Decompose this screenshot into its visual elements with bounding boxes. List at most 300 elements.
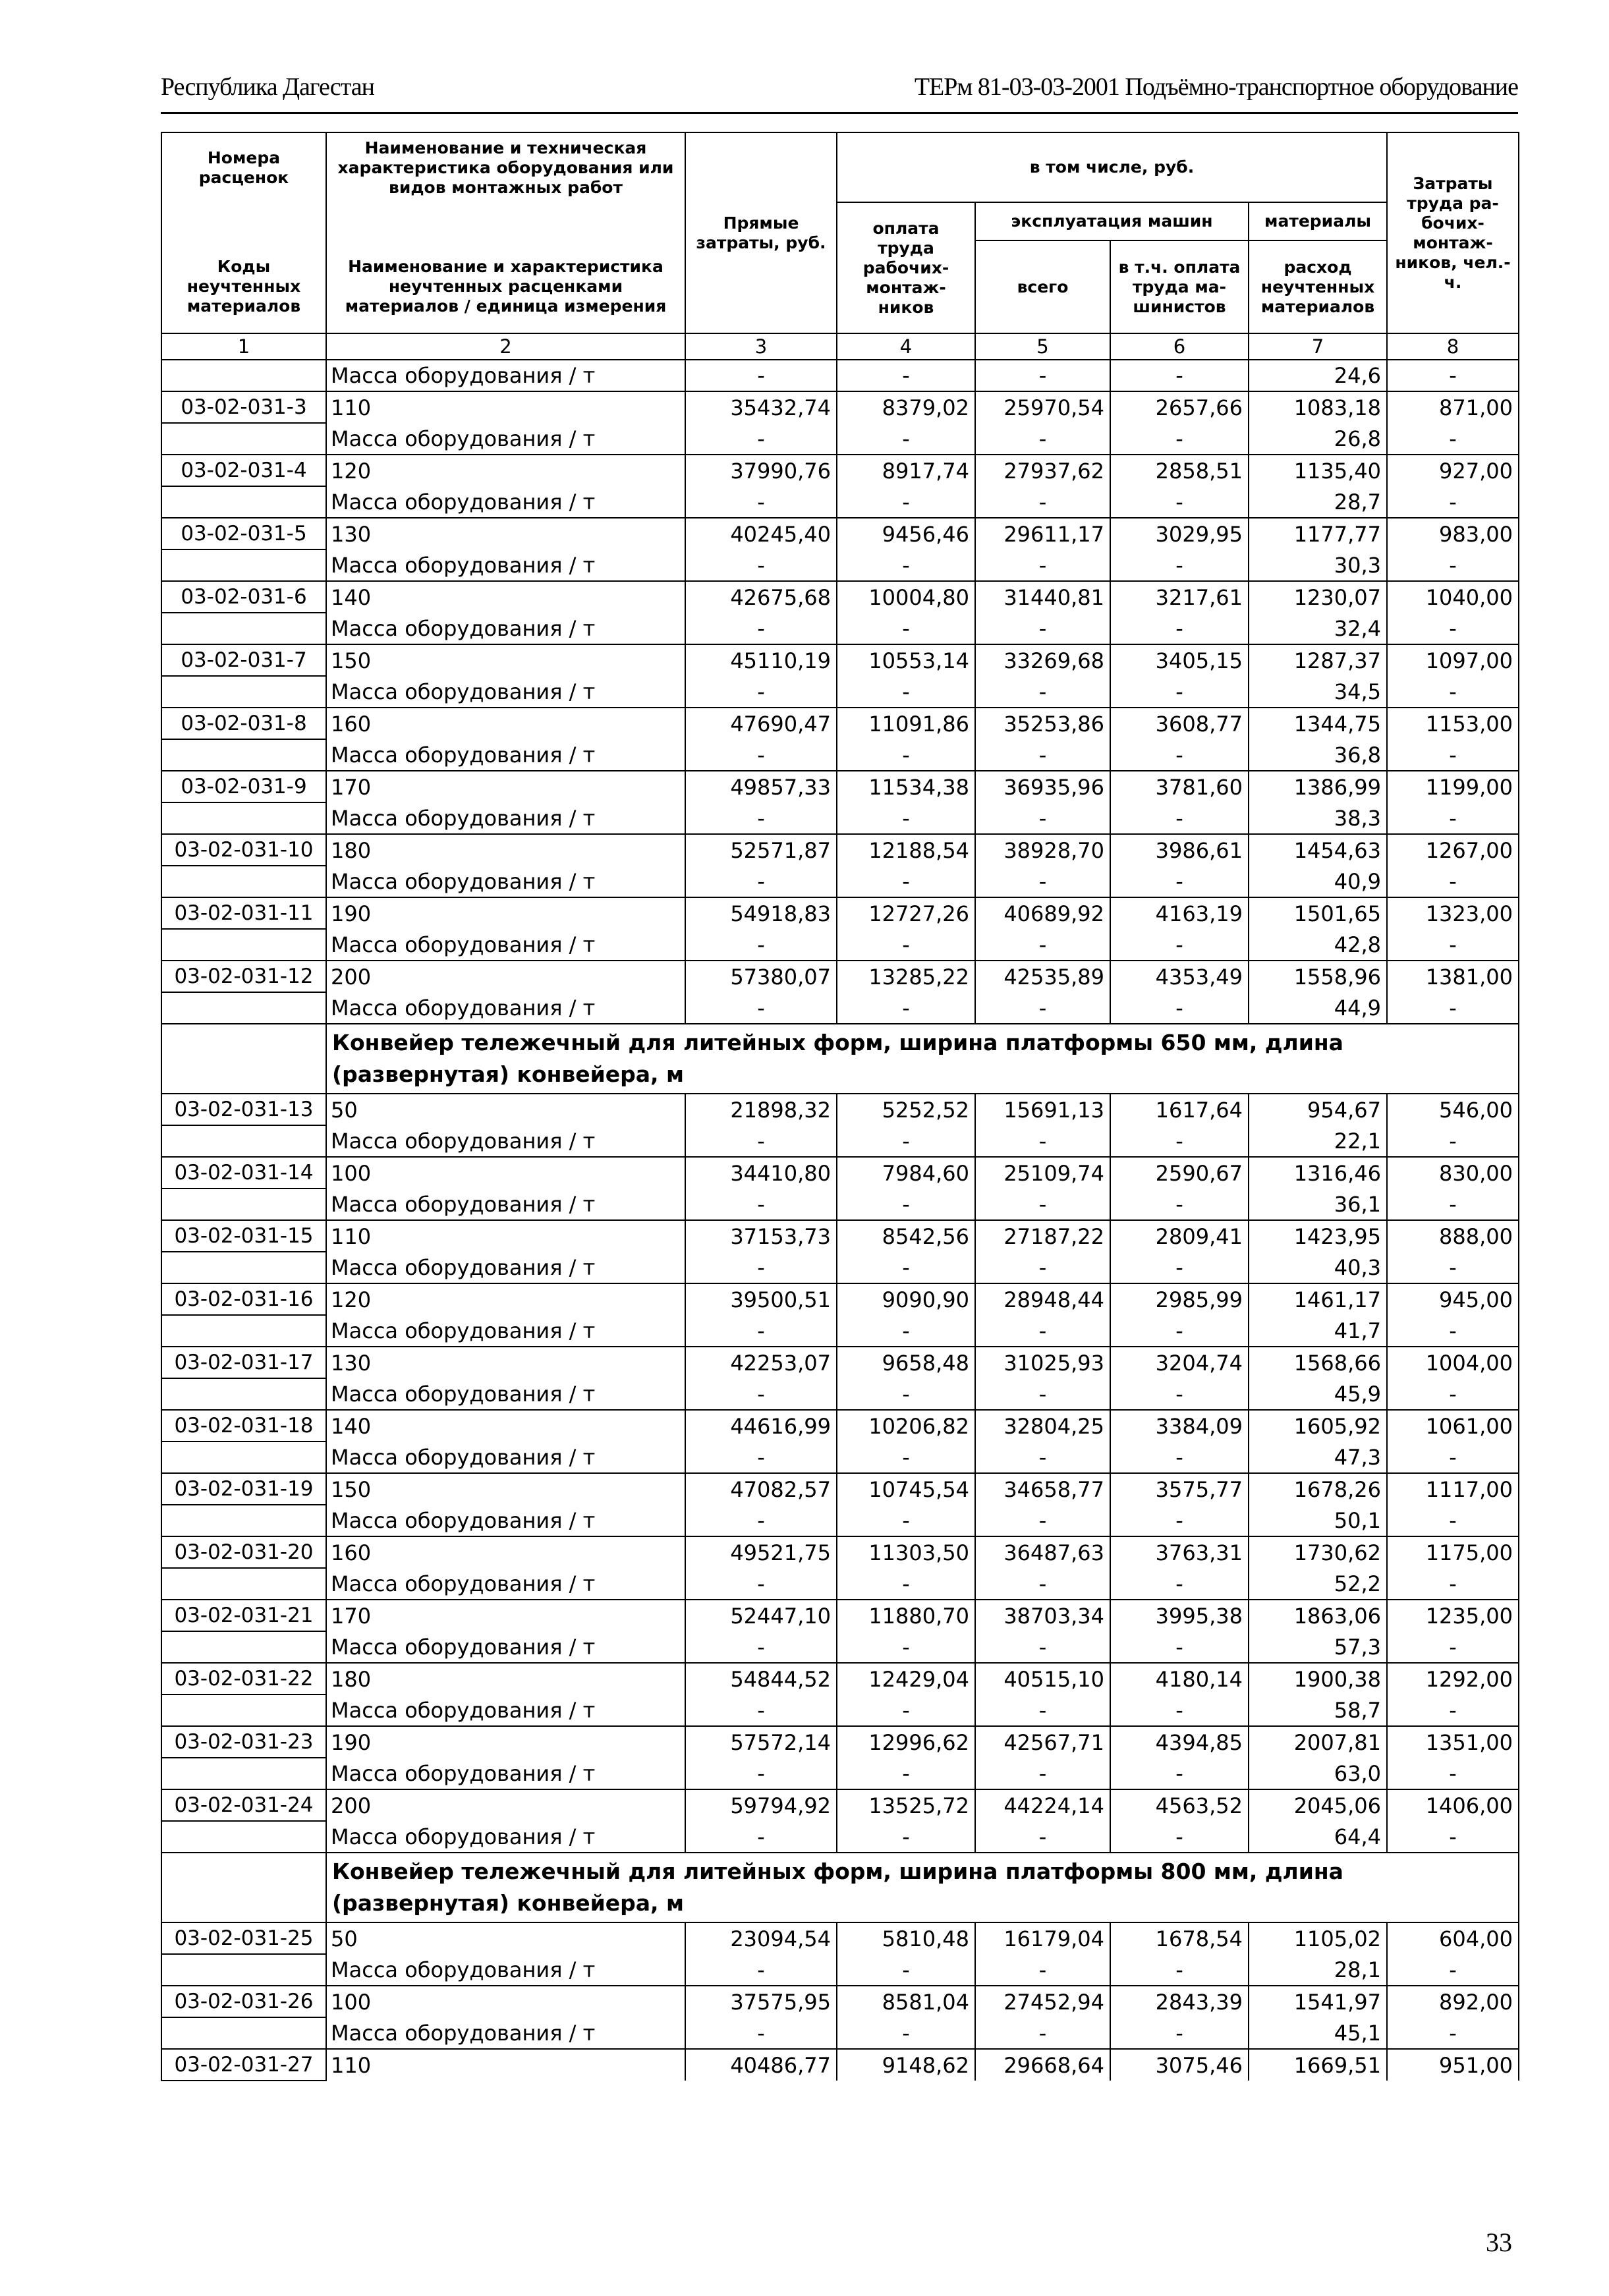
rate-parameter: 120 — [326, 455, 685, 486]
dash-cell: - — [975, 1189, 1110, 1220]
mass-label: Масса оборудования / т — [326, 360, 685, 391]
value-c3: 47082,57 — [685, 1473, 837, 1505]
value-c5: 31440,81 — [975, 581, 1110, 613]
mass-row — [161, 1631, 1519, 1663]
value-c7: 1863,06 — [1249, 1600, 1387, 1631]
value-c5: 15691,13 — [975, 1094, 1110, 1125]
mass-label: Масса оборудования / т — [326, 1821, 685, 1853]
dash-cell: - — [1387, 1694, 1519, 1726]
mass-label: Масса оборудования / т — [326, 613, 685, 644]
mass-label: Масса оборудования / т — [326, 549, 685, 581]
dash-cell: - — [837, 1821, 975, 1853]
value-c3: 57380,07 — [685, 961, 837, 992]
value-c3: 21898,32 — [685, 1094, 837, 1125]
dash-cell: - — [685, 929, 837, 961]
value-c7: 1900,38 — [1249, 1663, 1387, 1694]
mass-row — [161, 1125, 1519, 1157]
rate-code: 03-02-031-4 — [161, 455, 326, 486]
value-c7: 1344,75 — [1249, 708, 1387, 739]
dash-cell: - — [1387, 1442, 1519, 1473]
value-c5: 27452,94 — [975, 1986, 1110, 2017]
value-c8: 1040,00 — [1387, 581, 1519, 613]
value-c4: 10004,80 — [837, 581, 975, 613]
rate-parameter: 130 — [326, 518, 685, 549]
mass-value: 45,1 — [1249, 2017, 1387, 2049]
rate-row — [161, 455, 1519, 486]
dash-cell: - — [685, 1758, 837, 1789]
mass-value: 45,9 — [1249, 1378, 1387, 1410]
dash-cell: - — [1110, 1694, 1249, 1726]
dash-cell: - — [837, 1954, 975, 1986]
mass-label: Масса оборудования / т — [326, 676, 685, 708]
dash-cell: - — [837, 866, 975, 897]
rate-code: 03-02-031-6 — [161, 581, 326, 613]
value-c8: 1351,00 — [1387, 1726, 1519, 1758]
value-c7: 1541,97 — [1249, 1986, 1387, 2017]
value-c8: 604,00 — [1387, 1922, 1519, 1954]
rate-code: 03-02-031-25 — [161, 1922, 326, 1954]
value-c5: 31025,93 — [975, 1347, 1110, 1378]
value-c6: 3608,77 — [1110, 708, 1249, 739]
dash-cell: - — [1110, 1505, 1249, 1536]
material-code-cell — [161, 866, 326, 897]
rate-code: 03-02-031-11 — [161, 897, 326, 929]
rate-row — [161, 1726, 1519, 1758]
value-c3: 47690,47 — [685, 708, 837, 739]
mass-row — [161, 423, 1519, 455]
value-c8: 830,00 — [1387, 1157, 1519, 1189]
value-c5: 16179,04 — [975, 1922, 1110, 1954]
section-code-cell — [161, 1853, 326, 1922]
value-c3: 45110,19 — [685, 644, 837, 676]
dash-cell: - — [685, 1631, 837, 1663]
value-c5: 28948,44 — [975, 1283, 1110, 1315]
rate-parameter: 100 — [326, 1157, 685, 1189]
rate-row — [161, 708, 1519, 739]
mass-row — [161, 1252, 1519, 1283]
rate-parameter: 190 — [326, 1726, 685, 1758]
value-c7: 954,67 — [1249, 1094, 1387, 1125]
value-c6: 3075,46 — [1110, 2049, 1249, 2081]
value-c3: 42253,07 — [685, 1347, 837, 1378]
mass-row — [161, 992, 1519, 1024]
material-code-cell — [161, 1315, 326, 1347]
value-c7: 1605,92 — [1249, 1410, 1387, 1442]
rate-parameter: 50 — [326, 1094, 685, 1125]
dash-cell: - — [1110, 1631, 1249, 1663]
value-c6: 3995,38 — [1110, 1600, 1249, 1631]
mass-value: 28,7 — [1249, 486, 1387, 518]
dash-cell: - — [1387, 486, 1519, 518]
value-c3: 37990,76 — [685, 455, 837, 486]
value-c7: 1230,07 — [1249, 581, 1387, 613]
rate-row — [161, 1410, 1519, 1442]
page-number: 33 — [1486, 2227, 1512, 2257]
value-c6: 2590,67 — [1110, 1157, 1249, 1189]
dash-cell: - — [1110, 613, 1249, 644]
rate-row — [161, 1986, 1519, 2017]
value-c6: 3781,60 — [1110, 771, 1249, 802]
material-code-cell — [161, 1505, 326, 1536]
mass-row — [161, 1758, 1519, 1789]
col-material-usage-header: расход неучтенных материалов — [1249, 240, 1387, 333]
value-c8: 983,00 — [1387, 518, 1519, 549]
rate-parameter: 160 — [326, 708, 685, 739]
value-c7: 1386,99 — [1249, 771, 1387, 802]
value-c6: 4353,49 — [1110, 961, 1249, 992]
dash-cell: - — [1110, 1125, 1249, 1157]
value-c5: 27937,62 — [975, 455, 1110, 486]
rate-code: 03-02-031-7 — [161, 644, 326, 676]
value-c7: 1287,37 — [1249, 644, 1387, 676]
mass-value: 40,3 — [1249, 1252, 1387, 1283]
value-c5: 25970,54 — [975, 391, 1110, 423]
dash-cell: - — [975, 1758, 1110, 1789]
rate-row — [161, 1600, 1519, 1631]
value-c3: 44616,99 — [685, 1410, 837, 1442]
dash-cell: - — [837, 929, 975, 961]
dash-cell: - — [1110, 1315, 1249, 1347]
value-c4: 12727,26 — [837, 897, 975, 929]
mass-value: 52,2 — [1249, 1568, 1387, 1600]
value-c8: 1117,00 — [1387, 1473, 1519, 1505]
rate-row — [161, 1347, 1519, 1378]
value-c3: 39500,51 — [685, 1283, 837, 1315]
rate-parameter: 180 — [326, 1663, 685, 1694]
mass-row — [161, 1505, 1519, 1536]
dash-cell: - — [1110, 1378, 1249, 1410]
dash-cell: - — [975, 423, 1110, 455]
value-c5: 36487,63 — [975, 1536, 1110, 1568]
mass-row — [161, 929, 1519, 961]
dash-cell: - — [837, 1758, 975, 1789]
mass-row — [161, 802, 1519, 834]
dash-cell: - — [1110, 802, 1249, 834]
mass-label: Масса оборудования / т — [326, 1125, 685, 1157]
value-c8: 1153,00 — [1387, 708, 1519, 739]
dash-cell: - — [975, 1315, 1110, 1347]
region-title: Республика Дагестан — [161, 73, 374, 101]
mass-value: 50,1 — [1249, 1505, 1387, 1536]
value-c8: 1323,00 — [1387, 897, 1519, 929]
mass-value: 41,7 — [1249, 1315, 1387, 1347]
dash-cell: - — [685, 1442, 837, 1473]
dash-cell: - — [685, 1694, 837, 1726]
materials-header: материалы — [1249, 202, 1387, 240]
value-c7: 1730,62 — [1249, 1536, 1387, 1568]
value-c6: 4563,52 — [1110, 1789, 1249, 1821]
rate-code: 03-02-031-14 — [161, 1157, 326, 1189]
value-c5: 27187,22 — [975, 1220, 1110, 1252]
value-c8: 892,00 — [1387, 1986, 1519, 2017]
dash-cell: - — [1110, 1821, 1249, 1853]
dash-cell: - — [837, 423, 975, 455]
mass-row — [161, 360, 1519, 391]
section-title: Конвейер тележечный для литейных форм, ширина платформы 800 мм, длина (развернутая) конвейера, м — [326, 1853, 1519, 1922]
dash-cell: - — [685, 739, 837, 771]
value-c6: 2843,39 — [1110, 1986, 1249, 2017]
value-c4: 10553,14 — [837, 644, 975, 676]
table-header — [161, 132, 1519, 360]
dash-cell: - — [975, 1505, 1110, 1536]
dash-cell: - — [1387, 1315, 1519, 1347]
dash-cell: - — [685, 1189, 837, 1220]
value-c5: 42535,89 — [975, 961, 1110, 992]
value-c5: 33269,68 — [975, 644, 1110, 676]
rate-code: 03-02-031-13 — [161, 1094, 326, 1125]
rate-code: 03-02-031-9 — [161, 771, 326, 802]
dash-cell: - — [1387, 992, 1519, 1024]
value-c5: 35253,86 — [975, 708, 1110, 739]
rate-code: 03-02-031-10 — [161, 834, 326, 866]
dash-cell: - — [975, 1568, 1110, 1600]
value-c4: 12996,62 — [837, 1726, 975, 1758]
rate-parameter: 200 — [326, 1789, 685, 1821]
rate-code: 03-02-031-21 — [161, 1600, 326, 1631]
dash-cell: - — [837, 992, 975, 1024]
dash-cell: - — [1387, 1252, 1519, 1283]
dash-cell: - — [1387, 360, 1519, 391]
mass-row — [161, 2017, 1519, 2049]
value-c4: 8542,56 — [837, 1220, 975, 1252]
value-c8: 951,00 — [1387, 2049, 1519, 2081]
dash-cell: - — [685, 423, 837, 455]
mass-value: 32,4 — [1249, 613, 1387, 644]
value-c3: 59794,92 — [685, 1789, 837, 1821]
material-code-cell — [161, 802, 326, 834]
mass-value: 63,0 — [1249, 1758, 1387, 1789]
dash-cell: - — [837, 739, 975, 771]
value-c4: 9456,46 — [837, 518, 975, 549]
rate-parameter: 190 — [326, 897, 685, 929]
value-c5: 25109,74 — [975, 1157, 1110, 1189]
rate-code: 03-02-031-22 — [161, 1663, 326, 1694]
rate-parameter: 140 — [326, 581, 685, 613]
rate-code: 03-02-031-8 — [161, 708, 326, 739]
value-c5: 29668,64 — [975, 2049, 1110, 2081]
material-code-cell — [161, 1631, 326, 1663]
value-c4: 8379,02 — [837, 391, 975, 423]
mass-row — [161, 739, 1519, 771]
mass-row — [161, 1315, 1519, 1347]
rate-code: 03-02-031-3 — [161, 391, 326, 423]
dash-cell: - — [837, 1442, 975, 1473]
value-c6: 2657,66 — [1110, 391, 1249, 423]
rate-row — [161, 1283, 1519, 1315]
dash-cell: - — [1387, 1189, 1519, 1220]
mass-label: Масса оборудования / т — [326, 1252, 685, 1283]
dash-cell: - — [837, 486, 975, 518]
dash-cell: - — [1387, 2017, 1519, 2049]
rate-parameter: 140 — [326, 1410, 685, 1442]
value-c6: 1617,64 — [1110, 1094, 1249, 1125]
rate-parameter: 170 — [326, 1600, 685, 1631]
dash-cell: - — [975, 1252, 1110, 1283]
value-c8: 1097,00 — [1387, 644, 1519, 676]
rate-row — [161, 1789, 1519, 1821]
value-c8: 927,00 — [1387, 455, 1519, 486]
rate-row — [161, 581, 1519, 613]
value-c4: 12188,54 — [837, 834, 975, 866]
col-number: 8 — [1387, 333, 1519, 360]
value-c4: 8581,04 — [837, 1986, 975, 2017]
dash-cell: - — [837, 1125, 975, 1157]
rate-row — [161, 1922, 1519, 1954]
col-machines-total-header: всего — [975, 240, 1110, 333]
dash-cell: - — [1387, 1568, 1519, 1600]
value-c5: 34658,77 — [975, 1473, 1110, 1505]
rate-parameter: 110 — [326, 2049, 685, 2081]
material-code-cell — [161, 1568, 326, 1600]
section-code-cell — [161, 1024, 326, 1094]
value-c3: 37153,73 — [685, 1220, 837, 1252]
dash-cell: - — [837, 1378, 975, 1410]
dash-cell: - — [975, 360, 1110, 391]
dash-cell: - — [1110, 1252, 1249, 1283]
material-code-cell — [161, 1378, 326, 1410]
value-c5: 38928,70 — [975, 834, 1110, 866]
material-code-cell — [161, 992, 326, 1024]
mass-row — [161, 1442, 1519, 1473]
dash-cell: - — [975, 1378, 1110, 1410]
mass-row — [161, 486, 1519, 518]
mass-value: 34,5 — [1249, 676, 1387, 708]
value-c7: 1316,46 — [1249, 1157, 1387, 1189]
value-c8: 1199,00 — [1387, 771, 1519, 802]
value-c4: 12429,04 — [837, 1663, 975, 1694]
dash-cell: - — [685, 1315, 837, 1347]
dash-cell: - — [975, 549, 1110, 581]
value-c3: 49521,75 — [685, 1536, 837, 1568]
dash-cell: - — [975, 1954, 1110, 1986]
mass-label: Масса оборудования / т — [326, 486, 685, 518]
col-direct-costs-header: Прямые затраты, руб. — [685, 132, 837, 333]
dash-cell: - — [1110, 486, 1249, 518]
dash-cell: - — [975, 739, 1110, 771]
dash-cell: - — [1387, 1954, 1519, 1986]
mass-value: 24,6 — [1249, 360, 1387, 391]
rates-table — [161, 132, 1519, 2081]
mass-value: 42,8 — [1249, 929, 1387, 961]
dash-cell: - — [1110, 549, 1249, 581]
col-material-codes-header: Коды неучтенных материалов — [161, 240, 326, 333]
dash-cell: - — [685, 1252, 837, 1283]
value-c4: 13285,22 — [837, 961, 975, 992]
rate-row — [161, 1094, 1519, 1125]
mass-value: 36,8 — [1249, 739, 1387, 771]
mass-label: Масса оборудования / т — [326, 2017, 685, 2049]
value-c4: 9658,48 — [837, 1347, 975, 1378]
value-c4: 7984,60 — [837, 1157, 975, 1189]
value-c5: 29611,17 — [975, 518, 1110, 549]
mass-label: Масса оборудования / т — [326, 802, 685, 834]
col-work-name-header: Наименование и техническая характеристика оборудования или видов монтажных работ — [326, 132, 685, 202]
value-c6: 3029,95 — [1110, 518, 1249, 549]
dash-cell: - — [975, 2017, 1110, 2049]
dash-cell: - — [1110, 676, 1249, 708]
rate-row — [161, 961, 1519, 992]
value-c5: 42567,71 — [975, 1726, 1110, 1758]
value-c6: 1678,54 — [1110, 1922, 1249, 1954]
rate-parameter: 50 — [326, 1922, 685, 1954]
value-c7: 1083,18 — [1249, 391, 1387, 423]
value-c6: 2985,99 — [1110, 1283, 1249, 1315]
mass-label: Масса оборудования / т — [326, 1378, 685, 1410]
dash-cell: - — [1110, 739, 1249, 771]
rate-row — [161, 1220, 1519, 1252]
value-c7: 1105,02 — [1249, 1922, 1387, 1954]
mass-row — [161, 613, 1519, 644]
value-c5: 32804,25 — [975, 1410, 1110, 1442]
dash-cell: - — [1387, 1758, 1519, 1789]
dash-cell: - — [837, 1252, 975, 1283]
dash-cell: - — [837, 1694, 975, 1726]
col-number: 3 — [685, 333, 837, 360]
value-c5: 40689,92 — [975, 897, 1110, 929]
mass-row — [161, 549, 1519, 581]
dash-cell: - — [1387, 1821, 1519, 1853]
value-c4: 11534,38 — [837, 771, 975, 802]
value-c6: 4394,85 — [1110, 1726, 1249, 1758]
value-c5: 36935,96 — [975, 771, 1110, 802]
mass-value: 26,8 — [1249, 423, 1387, 455]
dash-cell: - — [1387, 613, 1519, 644]
value-c6: 3986,61 — [1110, 834, 1249, 866]
rate-parameter: 200 — [326, 961, 685, 992]
dash-cell: - — [1387, 1631, 1519, 1663]
col-worker-pay-header: оплата труда рабочих-монтаж-ников — [837, 202, 975, 333]
mass-label: Масса оборудования / т — [326, 1954, 685, 1986]
value-c4: 11880,70 — [837, 1600, 975, 1631]
dash-cell: - — [685, 802, 837, 834]
machines-header: эксплуатация машин — [975, 202, 1249, 240]
dash-cell: - — [685, 549, 837, 581]
dash-cell: - — [837, 2017, 975, 2049]
mass-row — [161, 866, 1519, 897]
value-c6: 3763,31 — [1110, 1536, 1249, 1568]
dash-cell: - — [685, 1125, 837, 1157]
rate-row — [161, 391, 1519, 423]
rate-code: 03-02-031-17 — [161, 1347, 326, 1378]
value-c8: 1004,00 — [1387, 1347, 1519, 1378]
value-c6: 3575,77 — [1110, 1473, 1249, 1505]
value-c3: 40486,77 — [685, 2049, 837, 2081]
value-c4: 5252,52 — [837, 1094, 975, 1125]
dash-cell: - — [1110, 866, 1249, 897]
dash-cell: - — [975, 1821, 1110, 1853]
mass-value: 36,1 — [1249, 1189, 1387, 1220]
rate-row — [161, 1536, 1519, 1568]
value-c5: 44224,14 — [975, 1789, 1110, 1821]
dash-cell: - — [837, 1189, 975, 1220]
dash-cell: - — [685, 1568, 837, 1600]
material-code-cell — [161, 1694, 326, 1726]
value-c3: 52571,87 — [685, 834, 837, 866]
material-code-cell — [161, 1821, 326, 1853]
col-number: 6 — [1110, 333, 1249, 360]
dash-cell: - — [975, 866, 1110, 897]
dash-cell: - — [1110, 929, 1249, 961]
dash-cell: - — [685, 676, 837, 708]
dash-cell: - — [1387, 676, 1519, 708]
dash-cell: - — [837, 802, 975, 834]
material-code-cell — [161, 2017, 326, 2049]
material-code-cell — [161, 929, 326, 961]
value-c4: 9090,90 — [837, 1283, 975, 1315]
value-c3: 52447,10 — [685, 1600, 837, 1631]
dash-cell: - — [1110, 1954, 1249, 1986]
dash-cell: - — [975, 992, 1110, 1024]
